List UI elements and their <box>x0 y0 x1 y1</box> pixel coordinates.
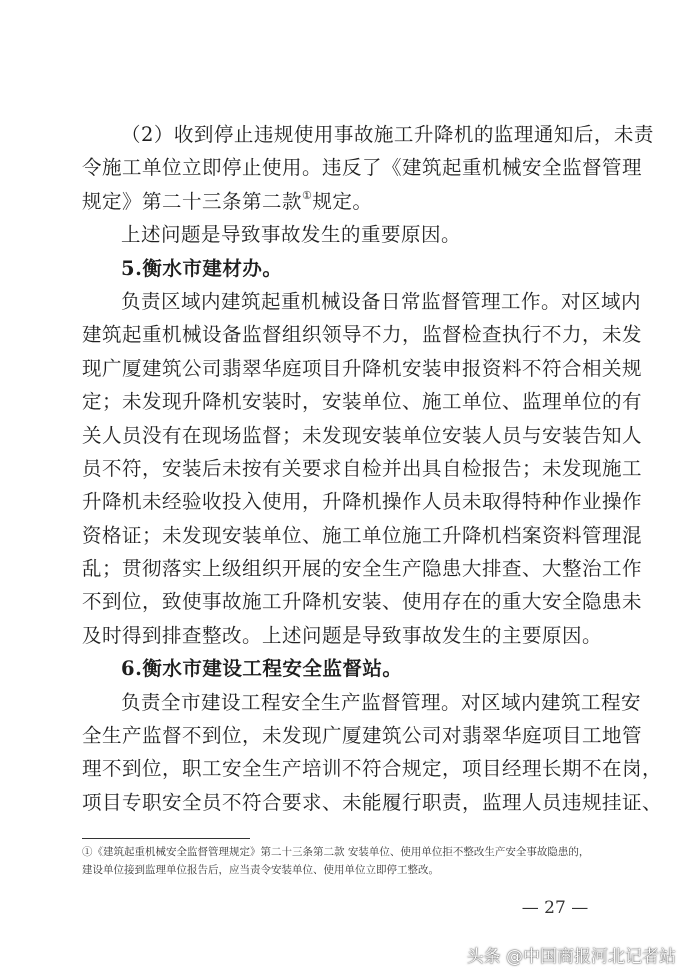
paragraph-line: 负责区域内建筑起重机械设备日常监督管理工作。对区域内 <box>121 289 642 313</box>
paragraph-line: 项目专职安全员不符合要求、未能履行职责，监理人员违规挂证、 <box>82 790 663 814</box>
footnote-line: 建设单位接到监理单位报告后，应当责令安装单位、使用单位立即停工整改。 <box>82 864 439 876</box>
paragraph-line: 建筑起重机械设备监督组织领导不力，监督检查执行不力，未发 <box>82 323 643 347</box>
paragraph-line: 及时得到排查整改。上述问题是导致事故发生的主要原因。 <box>82 623 603 647</box>
paragraph-line: 不到位，致使事故施工升降机安装、使用存在的重大安全隐患未 <box>82 590 643 614</box>
paragraph-text: 规定。 <box>312 189 373 213</box>
paragraph-text: 规定》第二十三条第二款 <box>82 189 303 213</box>
paragraph-line: 现广厦建筑公司翡翠华庭项目升降机安装申报资料不符合相关规 <box>82 356 643 380</box>
paragraph-line: 乱；贯彻落实上级组织开展的安全生产隐患大排查、大整治工作 <box>82 557 643 581</box>
paragraph-line: 负责全市建设工程安全生产监督管理。对区域内建筑工程安 <box>121 690 642 714</box>
paragraph-line: 上述问题是导致事故发生的重要原因。 <box>121 223 462 247</box>
footnote-line: ①《建筑起重机械安全监督管理规定》第二十三条第二款 安装单位、使用单位拒不整改生产安全事故隐患的， <box>82 846 590 858</box>
paragraph-line: 资格证；未发现安装单位、施工单位施工升降机档案资料管理混 <box>82 523 643 547</box>
footnote-divider <box>82 838 250 839</box>
page-number: — 27 — <box>521 898 589 918</box>
paragraph-line: 全生产监督不到位，未发现广厦建筑公司对翡翠华庭项目工地管 <box>82 724 643 748</box>
paragraph-line: 理不到位，职工安全生产培训不符合规定，项目经理长期不在岗， <box>82 757 663 781</box>
paragraph-line: （2）收到停止违规使用事故施工升降机的监理通知后，未责 <box>121 123 654 146</box>
paragraph-line <box>82 185 610 218</box>
footnote <box>82 843 642 879</box>
paragraph-line: 升降机未经验收投入使用，升降机操作人员未取得特种作业操作 <box>82 490 643 514</box>
footnote-marker[interactable]: ① <box>302 188 313 202</box>
paragraph-line: 令施工单位立即停止使用。违反了《建筑起重机械安全监督管理 <box>82 156 643 180</box>
paragraph-line: 定；未发现升降机安装时，安装单位、施工单位、监理单位的有 <box>82 390 643 414</box>
watermark: 头条 @中国商报河北记者站 <box>466 947 676 967</box>
section-heading-5: 5.衡水市建材办。 <box>121 256 283 280</box>
body-text <box>82 118 663 819</box>
section-heading-6: 6.衡水市建设工程安全监督站。 <box>121 657 403 681</box>
paragraph-line: 员不符，安装后未按有关要求自检并出具自检报告；未发现施工 <box>82 456 643 480</box>
paragraph-line: 关人员没有在现场监督；未发现安装单位安装人员与安装告知人 <box>82 423 643 447</box>
